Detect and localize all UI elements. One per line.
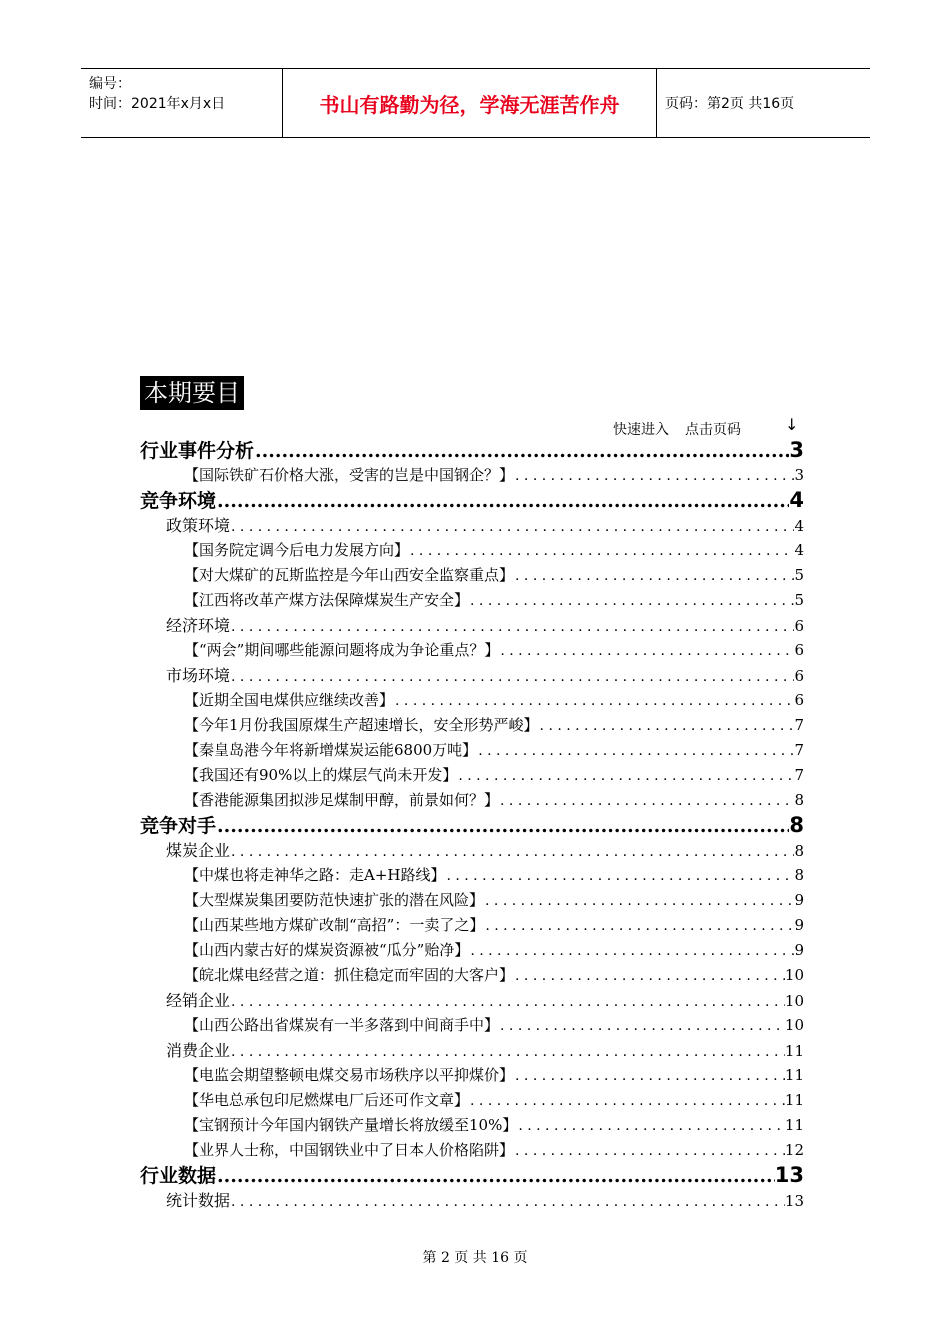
toc-entry[interactable] [140, 563, 804, 588]
table-of-contents [140, 438, 804, 1213]
toc-page-number[interactable]: 7 [794, 741, 804, 759]
toc-leader-dots [409, 539, 794, 563]
header-page-info: 页码：第2页 共16页 [665, 96, 795, 112]
toc-leader-dots [230, 1040, 785, 1063]
toc-leader-dots [469, 939, 794, 963]
toc-entry[interactable] [140, 813, 804, 838]
toc-page-number[interactable]: 9 [794, 891, 804, 909]
toc-page-number[interactable]: 9 [794, 941, 804, 959]
toc-entry-title: 经济环境 [166, 616, 231, 635]
toc-leader-dots [230, 515, 794, 538]
toc-page-number[interactable]: 5 [794, 566, 804, 584]
issue-contents-banner: 本期要目 [140, 376, 244, 410]
toc-page-number[interactable]: 6 [794, 667, 804, 685]
toc-entry-title: 【今年1月份我国原煤生产超速增长，安全形势严峻】 [184, 716, 539, 734]
toc-page-number[interactable]: 10 [784, 992, 804, 1010]
toc-entry-title: 【山西内蒙古好的煤炭资源被“瓜分”贻净】 [184, 941, 470, 959]
toc-entry-title: 【江西将改革产煤方法保障煤炭生产安全】 [184, 591, 470, 609]
toc-entry[interactable] [140, 638, 804, 663]
page-footer: 第 2 页 共 16 页 [422, 1250, 528, 1266]
toc-entry-title: 【中煤也将走神华之路：走A+H路线】 [184, 866, 446, 884]
toc-leader-dots [499, 1014, 785, 1038]
toc-entry-title: 市场环境 [166, 666, 231, 685]
toc-entry-title: 【近期全国电煤供应继续改善】 [184, 691, 395, 709]
toc-entry[interactable] [140, 613, 804, 638]
toc-leader-dots [445, 864, 794, 888]
toc-leader-dots [514, 1139, 785, 1163]
toc-entry-title: 行业事件分析 [140, 440, 255, 462]
toc-entry[interactable] [140, 938, 804, 963]
toc-leader-dots [499, 789, 794, 813]
toc-entry-title: 政策环境 [166, 516, 231, 535]
hint-click: 点击页码 [685, 422, 741, 438]
toc-entry[interactable] [140, 963, 804, 988]
toc-entry-title: 【宝钢预计今年国内钢铁产量增长将放缓至10%】 [184, 1116, 518, 1134]
toc-entry-title: 【山西某些地方煤矿改制“高招”：一卖了之】 [184, 916, 485, 934]
toc-entry[interactable] [140, 463, 804, 488]
header-table [81, 68, 870, 138]
toc-page-number[interactable]: 4 [789, 488, 804, 512]
toc-entry[interactable] [140, 913, 804, 938]
toc-entry[interactable] [140, 538, 804, 563]
toc-entry[interactable] [140, 1013, 804, 1038]
toc-page-number[interactable]: 7 [794, 766, 804, 784]
toc-entry[interactable] [140, 1163, 804, 1188]
toc-leader-dots [216, 489, 789, 513]
toc-entry[interactable] [140, 1063, 804, 1088]
toc-page-number[interactable]: 10 [784, 966, 804, 984]
toc-page-number[interactable]: 3 [789, 438, 804, 462]
toc-entry-title: 消费企业 [166, 1041, 231, 1060]
toc-entry[interactable] [140, 688, 804, 713]
toc-page-number[interactable]: 4 [794, 541, 804, 559]
toc-entry[interactable] [140, 663, 804, 688]
toc-entry[interactable] [140, 1138, 804, 1163]
toc-leader-dots [539, 714, 795, 738]
toc-page-number[interactable]: 8 [794, 842, 804, 860]
toc-leader-dots [469, 589, 794, 613]
toc-page-number[interactable]: 7 [794, 716, 804, 734]
toc-entry[interactable] [140, 738, 804, 763]
toc-entry-title: 行业数据 [140, 1165, 217, 1187]
header-motto: 书山有路勤为径，学海无涯苦作舟 [282, 69, 657, 137]
toc-leader-dots [517, 1114, 785, 1138]
toc-leader-dots [469, 1089, 785, 1113]
toc-leader-dots [484, 889, 794, 913]
toc-entry-title: 【香港能源集团拟涉足煤制甲醇，前景如何？】 [184, 791, 500, 809]
toc-entry-title: 【大型煤炭集团要防范快速扩张的潜在风险】 [184, 891, 485, 909]
toc-entry[interactable] [140, 763, 804, 788]
toc-entry-title: 【山西公路出省煤炭有一半多落到中间商手中】 [184, 1016, 500, 1034]
toc-entry[interactable] [140, 888, 804, 913]
toc-entry-title: 【我国还有90%以上的煤层气尚未开发】 [184, 766, 458, 784]
toc-leader-dots [499, 639, 794, 663]
toc-entry-title: 竞争环境 [140, 490, 217, 512]
toc-leader-dots [514, 464, 794, 488]
toc-page-number[interactable]: 9 [794, 916, 804, 934]
toc-page-number[interactable]: 4 [794, 517, 804, 535]
toc-entry-title: 【秦皇岛港今年将新增煤炭运能6800万吨】 [184, 741, 478, 759]
toc-entry[interactable] [140, 863, 804, 888]
toc-entry[interactable] [140, 1188, 804, 1213]
toc-entry[interactable] [140, 1038, 804, 1063]
toc-leader-dots [216, 1164, 775, 1188]
toc-entry-title: 煤炭企业 [166, 841, 231, 860]
toc-entry-title: 【皖北煤电经营之道：抓住稳定而牢固的大客户】 [184, 966, 515, 984]
toc-entry[interactable] [140, 788, 804, 813]
toc-leader-dots [514, 1064, 785, 1088]
toc-page-number[interactable]: 6 [794, 617, 804, 635]
toc-page-number[interactable]: 11 [784, 1042, 804, 1060]
toc-entry-title: 【国际铁矿石价格大涨，受害的岂是中国钢企？】 [184, 466, 515, 484]
toc-entry-title: 统计数据 [166, 1191, 231, 1210]
toc-page-number[interactable]: 8 [794, 866, 804, 884]
toc-page-number[interactable]: 5 [794, 591, 804, 609]
toc-page-number[interactable]: 6 [794, 691, 804, 709]
toc-leader-dots [230, 665, 794, 688]
toc-entry[interactable] [140, 838, 804, 863]
toc-leader-dots [216, 814, 789, 838]
toc-entry[interactable] [140, 988, 804, 1013]
toc-page-number[interactable]: 10 [784, 1016, 804, 1034]
hint-enter: 快速进入 [613, 422, 669, 438]
toc-leader-dots [477, 739, 794, 763]
toc-entry-title: 经销企业 [166, 991, 231, 1010]
toc-page-number[interactable]: 11 [784, 1066, 804, 1084]
toc-entry[interactable] [140, 513, 804, 538]
toc-page-number[interactable]: 3 [794, 466, 804, 484]
toc-page-number[interactable]: 11 [784, 1091, 804, 1109]
toc-entry[interactable] [140, 588, 804, 613]
toc-leader-dots [514, 564, 794, 588]
toc-leader-dots [230, 840, 794, 863]
toc-entry-title: 竞争对手 [140, 815, 217, 837]
toc-entry-title: 【业界人士称，中国钢铁业中了日本人价格陷阱】 [184, 1141, 515, 1159]
toc-leader-dots [230, 990, 785, 1013]
toc-page-number[interactable]: 13 [774, 1163, 804, 1187]
toc-entry[interactable] [140, 488, 804, 513]
toc-entry[interactable] [140, 713, 804, 738]
header-meta [81, 69, 281, 137]
toc-page-number[interactable]: 11 [784, 1116, 804, 1134]
toc-leader-dots [484, 914, 794, 938]
toc-entry-title: 【电监会期望整顿电煤交易市场秩序以平抑煤价】 [184, 1066, 515, 1084]
toc-page-number[interactable]: 6 [794, 641, 804, 659]
toc-entry-title: 【对大煤矿的瓦斯监控是今年山西安全监察重点】 [184, 566, 515, 584]
toc-leader-dots [394, 689, 794, 713]
toc-leader-dots [230, 1190, 785, 1213]
toc-entry[interactable] [140, 438, 804, 463]
toc-page-number[interactable]: 12 [784, 1141, 804, 1159]
time-label: 时间：2021年x月x日 [89, 96, 226, 112]
quick-access-hint [613, 419, 741, 439]
toc-page-number[interactable]: 13 [784, 1192, 804, 1210]
toc-entry-title: 【“两会”期间哪些能源问题将成为争论重点？】 [184, 641, 500, 659]
arrow-down-icon: ↓ [785, 415, 799, 434]
toc-page-number[interactable]: 8 [794, 791, 804, 809]
toc-entry[interactable] [140, 1088, 804, 1113]
toc-leader-dots [230, 615, 794, 638]
toc-leader-dots [254, 439, 789, 463]
toc-page-number[interactable]: 8 [789, 813, 804, 837]
number-label: 编号： [89, 76, 131, 92]
toc-entry-title: 【华电总承包印尼燃煤电厂后还可作文章】 [184, 1091, 470, 1109]
toc-entry[interactable] [140, 1113, 804, 1138]
toc-leader-dots [514, 964, 785, 988]
toc-entry-title: 【国务院定调今后电力发展方向】 [184, 541, 410, 559]
toc-leader-dots [457, 764, 794, 788]
